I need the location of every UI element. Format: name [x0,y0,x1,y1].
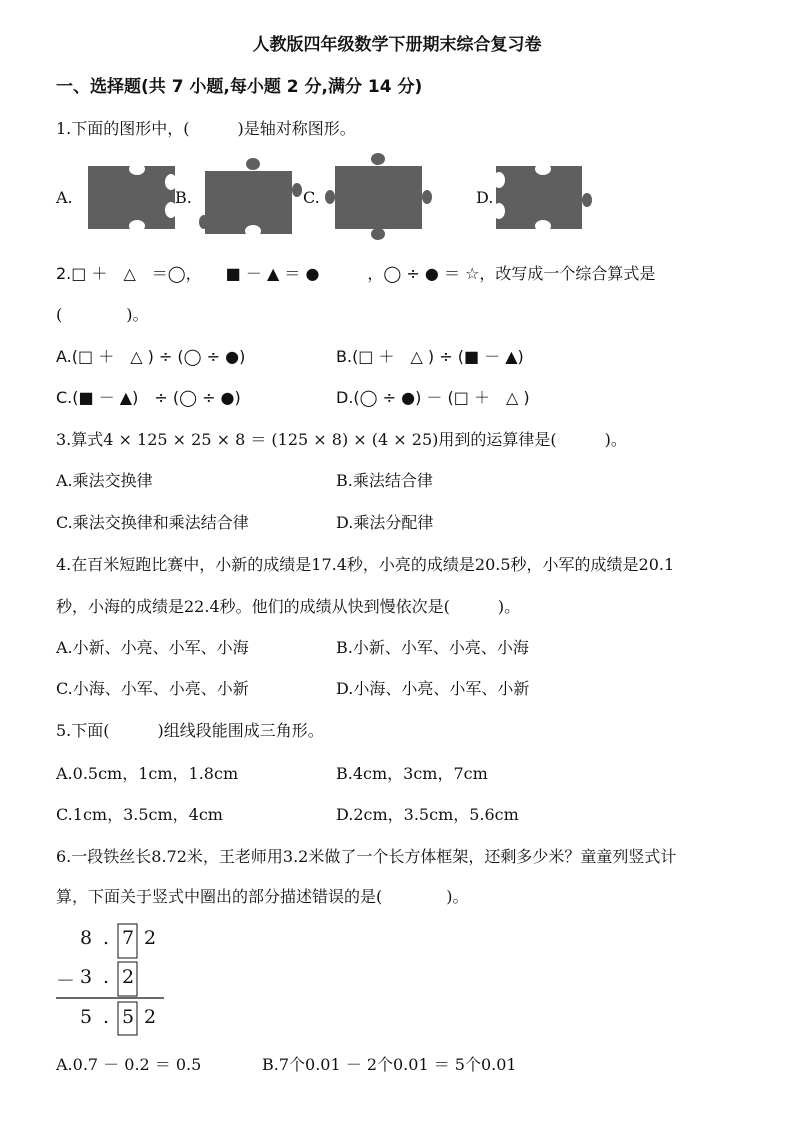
calc-circled-box-3 [118,1002,137,1035]
q1-option-d-label: D. [476,188,494,207]
page-title: 人教版四年级数学下册期末综合复习卷 [252,35,542,55]
q1-option-c-label: C. [303,188,320,207]
calc-minus-sign: － [56,970,76,992]
calc-row3-digit-3: 2 [144,1006,157,1028]
q1-option-b-label: B. [175,188,192,207]
q5-option-b: B.4cm，3cm，7cm [336,764,488,783]
q6-option-a: A.0.7 － 0.2 ＝ 0.5 [56,1055,202,1074]
q6-option-b: B.7个0.01 － 2个0.01 ＝ 5个0.01 [262,1055,517,1074]
question-3-stem: 3.算式4 × 125 × 25 × 8 ＝ (125 × 8) × (4 × 25)用到的运算律是( )。 [56,430,627,449]
q4-option-b: B.小新、小军、小亮、小海 [336,638,529,657]
calc-row3-point: . [103,1006,110,1028]
calc-circled-box-1 [118,924,137,958]
q1-option-a-label: A. [56,188,73,207]
calc-row3-digit-1: 5 [80,1006,93,1028]
question-5-stem: 5.下面( )组线段能围成三角形。 [56,721,324,740]
q4-option-c: C.小海、小军、小亮、小新 [56,679,249,698]
calc-row1-digit-1: 8 [80,927,93,949]
q3-option-c: C.乘法交换律和乘法结合律 [56,513,249,532]
calc-circled-box-2 [118,962,137,996]
q3-option-d: D.乘法分配律 [336,513,434,532]
q5-option-d: D.2cm，3.5cm，5.6cm [336,805,519,824]
q2-option-b: B.(□ ＋ △ ) ÷ (■ － ▲) [336,347,524,366]
calc-row3-digit-2: 5 [122,1006,135,1028]
q2-option-a: A.(□ ＋ △ ) ÷ (◯ ÷ ●) [56,347,246,366]
q5-option-c: C.1cm，3.5cm，4cm [56,805,223,824]
section-heading: 一、选择题(共 7 小题,每小题 2 分,满分 14 分) [56,77,423,97]
q2-option-d: D.(◯ ÷ ●) － (□ ＋ △ ) [336,388,530,407]
q2-option-c: C.(■ － ▲) ÷ (◯ ÷ ●) [56,388,241,407]
question-6-line-1: 6.一段铁丝长8.72米，王老师用3.2米做了一个长方体框架，还剩多少米？童童列竖式计 [56,847,677,866]
q4-option-d: D.小海、小亮、小军、小新 [336,679,530,698]
q5-option-a: A.0.5cm，1cm，1.8cm [56,764,239,783]
q3-option-a: A.乘法交换律 [56,471,153,490]
q4-option-a: A.小新、小亮、小军、小海 [56,638,249,657]
question-2-line-2: ( )。 [56,305,149,324]
calc-row2-digit-2: 2 [122,966,135,988]
calc-row1-point: . [103,927,110,949]
q3-option-b: B.乘法结合律 [336,471,433,490]
question-4-line-2: 秒，小海的成绩是22.4秒。他们的成绩从快到慢依次是( )。 [56,597,521,616]
question-1-stem: 1.下面的图形中，( )是轴对称图形。 [56,119,356,138]
question-6-line-2: 算，下面关于竖式中圈出的部分描述错误的是( )。 [56,887,469,906]
question-2-line-1: 2.□ ＋ △ ＝◯， ■ － ▲ ＝ ● ，◯ ÷ ● ＝ ☆，改写成一个综合算式是 [56,264,656,283]
calc-row1-digit-3: 2 [144,927,157,949]
question-4-line-1: 4.在百米短跑比赛中，小新的成绩是17.4秒，小亮的成绩是20.5秒，小军的成绩是20.1 [56,555,675,574]
calc-row2-point: . [103,966,110,988]
calc-row2-digit-1: 3 [80,966,93,988]
calc-row1-digit-2: 7 [122,927,135,949]
